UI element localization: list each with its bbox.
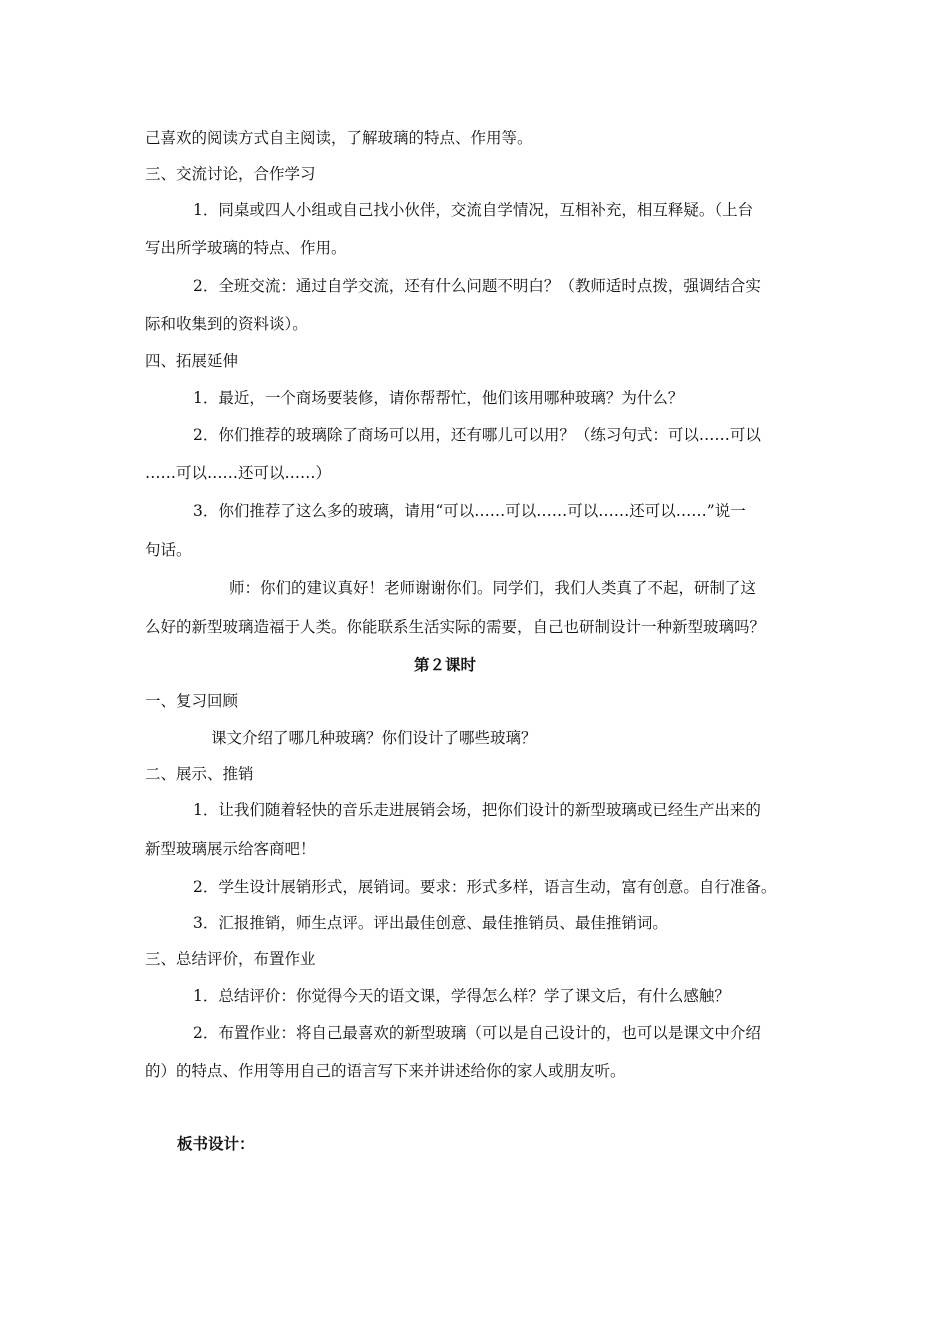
text-line: 师：你们的建议真好！老师谢谢你们。同学们，我们人类真了不起，研制了这 [229,579,757,597]
board-design-heading: 板书设计： [177,1134,255,1153]
lesson-title: 第２课时 [413,655,476,674]
text-line: 己喜欢的阅读方式自主阅读，了解玻璃的特点、作用等。 [145,129,533,147]
text-line: 么好的新型玻璃造福于人类。你能联系生活实际的需要，自己也研制设计一种新型玻璃吗？ [145,618,766,636]
text-line: 课文介绍了哪几种玻璃？你们设计了哪些玻璃？ [211,729,537,747]
text-line: 1．同桌或四人小组或自己找小伙伴，交流自学情况，互相补充，相互释疑。（上台 [193,201,754,219]
section-heading: 三、总结评价，布置作业 [145,950,316,968]
text-line: 2．学生设计展销形式，展销词。要求：形式多样，语言生动，富有创意。自行准备。 [193,878,777,896]
text-line: 2．全班交流：通过自学交流，还有什么问题不明白？（教师适时点拨，强调结合实 [193,277,761,295]
section-heading: 四、拓展延伸 [145,352,239,370]
text-line: 1．最近，一个商场要装修，请你帮帮忙，他们该用哪种玻璃？为什么？ [193,389,684,407]
section-heading: 三、交流讨论，合作学习 [145,165,316,183]
text-line: 写出所学玻璃的特点、作用。 [145,239,347,257]
section-heading: 二、展示、推销 [145,765,254,783]
text-line: ……可以……还可以……） [145,464,332,482]
text-line: 1．让我们随着轻快的音乐走进展销会场，把你们设计的新型玻璃或已经生产出来的 [193,801,761,819]
text-line: 新型玻璃展示给客商吧！ [145,840,316,858]
text-line: 3．汇报推销，师生点评。评出最佳创意、最佳推销员、最佳推销词。 [193,914,668,932]
text-line: 2．你们推荐的玻璃除了商场可以用，还有哪儿可以用？（练习句式：可以……可以 [193,426,761,444]
text-line: 的）的特点、作用等用自己的语言写下来并讲述给你的家人或朋友听。 [145,1062,626,1080]
text-line: 2．布置作业：将自己最喜欢的新型玻璃（可以是自己设计的，也可以是课文中介绍 [193,1024,761,1042]
section-heading: 一、复习回顾 [145,692,239,710]
text-line: 际和收集到的资料谈）。 [145,315,308,333]
text-line: 1．总结评价：你觉得今天的语文课，学得怎么样？学了课文后，有什么感触？ [193,987,730,1005]
text-line: 句话。 [145,541,192,559]
text-line: 3．你们推荐了这么多的玻璃，请用“可以……可以……可以……还可以……”说一 [193,502,746,520]
